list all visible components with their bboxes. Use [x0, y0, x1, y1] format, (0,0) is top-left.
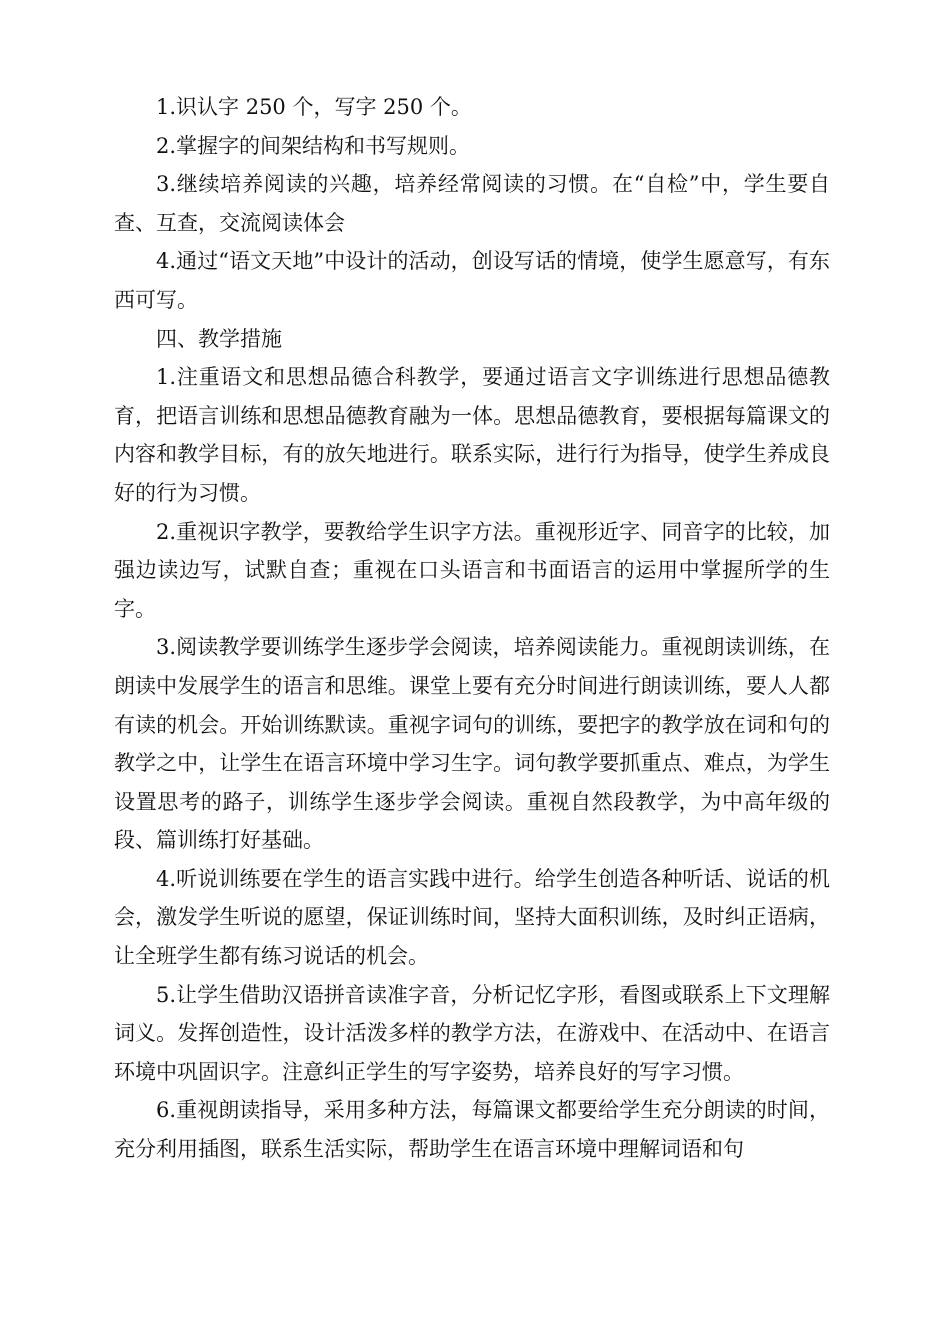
paragraph-measure-5: 5.让学生借助汉语拼音读准字音，分析记忆字形，看图或联系上下文理解词义。发挥创造性，设计活泼多样的教学方法，在游戏中、在活动中、在语言环境中巩固识字。注意纠正学生的写字姿势，培养良好的写字习惯。 — [114, 982, 830, 1084]
paragraph-goal-4: 4.通过“语文天地”中设计的活动，创设写话的情境，使学生愿意写，有东西可写。 — [114, 249, 830, 312]
paragraph-goal-2: 2.掌握字的间架结构和书写规则。 — [156, 133, 471, 158]
paragraph-goal-3: 3.继续培养阅读的兴趣，培养经常阅读的习惯。在“自检”中，学生要自查、互查，交流阅读体会 — [114, 172, 830, 235]
document-body — [114, 88, 830, 1169]
paragraph-goal-1: 1.识认字 250 个，写字 250 个。 — [156, 95, 472, 119]
paragraph-measure-4: 4.听说训练要在学生的语言实践中进行。给学生创造各种听话、说话的机会，激发学生听说的愿望，保证训练时间，坚持大面积训练，及时纠正语病，让全班学生都有练习说话的机会。 — [114, 866, 830, 969]
paragraph-measure-6: 6.重视朗读指导，采用多种方法，每篇课文都要给学生充分朗读的时间，充分利用插图，联系生活实际，帮助学生在语言环境中理解词语和句 — [114, 1098, 830, 1162]
section-heading-teaching-measures: 四、教学措施 — [156, 326, 282, 351]
paragraph-measure-2: 2.重视识字教学，要教给学生识字方法。重视形近字、同音字的比较，加强边读边写，试默自查；重视在口头语言和书面语言的运用中掌握所学的生字。 — [114, 519, 830, 621]
paragraph-measure-3: 3.阅读教学要训练学生逐步学会阅读，培养阅读能力。重视朗读训练，在朗读中发展学生的语言和思维。课堂上要有充分时间进行朗读训练，要人人都有读的机会。开始训练默读。重视字词句的训练，要把字的教学放在词和句的教学之中，让学生在语言环境中学习生字。词句教学要抓重点、难点，为学生设置思考的路子，训练学生逐步学会阅读。重视自然段教学，为中高年级的段、篇训练打好基础。 — [114, 635, 830, 853]
paragraph-measure-1: 1.注重语文和思想品德合科教学，要通过语言文字训练进行思想品德教育，把语言训练和思想品德教育融为一体。思想品德教育，要根据每篇课文的内容和教学目标，有的放矢地进行。联系实际，进行行为指导，使学生养成良好的行为习惯。 — [114, 365, 830, 505]
